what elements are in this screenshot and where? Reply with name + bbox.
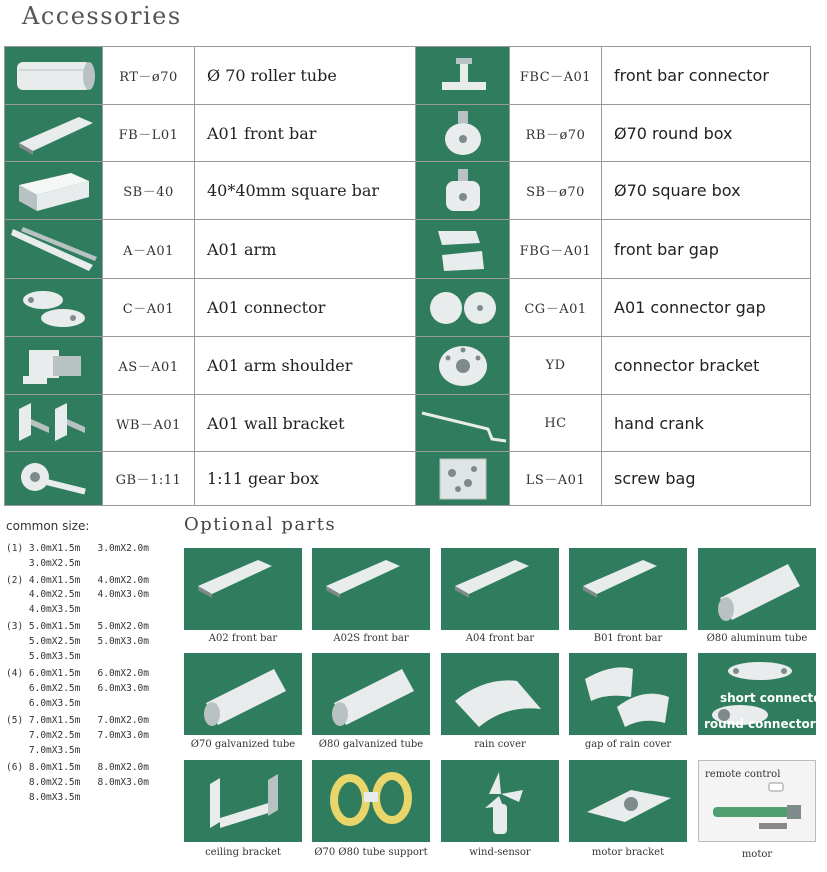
optional-parts-title: Optional parts [184, 514, 337, 535]
gear-box-icon [5, 452, 103, 505]
accessory-name: connector bracket [614, 356, 760, 375]
accessory-code: SB－ø70 [510, 162, 602, 219]
accessory-code: A－A01 [103, 220, 195, 278]
accessory-code: FBG－A01 [510, 220, 602, 278]
optional-part-label: A02S front bar [333, 633, 409, 644]
accessory-name: Ø 70 roller tube [195, 47, 416, 104]
accessory-code: SB－40 [103, 162, 195, 219]
hand-crank-icon [416, 395, 510, 451]
accessory-name: A01 arm shoulder [195, 337, 416, 394]
page-title: Accessories [22, 2, 182, 30]
accessories-table [4, 46, 811, 506]
wall-bracket-icon [5, 395, 103, 451]
accessory-code: HC [510, 395, 602, 451]
accessory-row [5, 337, 810, 395]
front-bar-icon [316, 552, 406, 600]
round-box-icon [416, 105, 510, 161]
accessory-name: A01 front bar [195, 105, 416, 161]
arm-icon [5, 220, 103, 278]
size-line: (3) 5.0mX1.5m 5.0mX2.0m [6, 621, 149, 632]
optional-part-label: Ø70 galvanized tube [190, 739, 296, 750]
ceiling-bracket-icon [188, 764, 298, 838]
accessory-name: A01 connector [195, 279, 416, 336]
accessory-code: RB－ø70 [510, 105, 602, 161]
front-bar-icon [5, 105, 103, 161]
accessory-code: AS－A01 [103, 337, 195, 394]
tube-support-icon [316, 764, 426, 838]
optional-part-label: B01 front bar [593, 633, 663, 644]
wind-sensor-icon [445, 764, 555, 838]
front-bar-icon [445, 552, 535, 600]
size-line: 8.0mX3.5m [6, 792, 81, 803]
square-bar-icon [5, 162, 103, 219]
tube-icon [188, 657, 298, 731]
tube-icon [702, 552, 812, 626]
size-line: (6) 8.0mX1.5m 8.0mX2.0m [6, 762, 149, 773]
connectors-tile [698, 653, 827, 735]
rain-cover-icon [445, 657, 555, 731]
connector-gap-icon [416, 279, 510, 336]
optional-part-label: wind-sensor [469, 847, 531, 858]
rain-cover-tile [441, 653, 559, 735]
optional-part-label: motor bracket [591, 847, 665, 858]
size-line: 3.0mX2.5m [6, 558, 81, 569]
size-line: 4.0mX3.5m [6, 604, 81, 615]
common-size-title: common size: [6, 519, 90, 533]
front-bar-gap-icon [416, 220, 510, 278]
front-bar-tile [312, 548, 430, 630]
optional-part-label: ceiling bracket [205, 847, 281, 858]
accessory-name: A01 arm [195, 220, 416, 278]
accessory-code: FBC－A01 [510, 47, 602, 104]
accessory-code: C－A01 [103, 279, 195, 336]
front-bar-tile [184, 548, 302, 630]
motor-bracket-tile [569, 760, 687, 842]
size-line: 5.0mX3.5m [6, 651, 81, 662]
accessory-row [5, 452, 810, 505]
size-line: (5) 7.0mX1.5m 7.0mX2.0m [6, 715, 149, 726]
accessory-name: front bar connector [614, 66, 769, 85]
accessory-name: A01 wall bracket [195, 395, 416, 451]
size-line: (2) 4.0mX1.5m 4.0mX2.0m [6, 575, 149, 586]
accessory-name: Ø70 square box [614, 181, 741, 200]
tube-tile [312, 653, 430, 735]
accessory-row [5, 395, 810, 452]
size-line: 5.0mX2.5m 5.0mX3.0m [6, 636, 149, 647]
accessory-row [5, 220, 810, 279]
motor-tile [698, 760, 816, 842]
size-line: 6.0mX3.5m [6, 698, 81, 709]
rain-cover-gap-icon [573, 657, 683, 731]
accessory-code: RT－ø70 [103, 47, 195, 104]
square-box-icon [416, 162, 510, 219]
short-connector-label: short connector [720, 691, 827, 705]
accessory-row [5, 105, 810, 162]
accessory-name: 40*40mm square bar [195, 162, 416, 219]
optional-part-label: Ø70 Ø80 tube support [314, 847, 428, 858]
accessory-code: YD [510, 337, 602, 394]
accessory-name: Ø70 round box [614, 123, 733, 143]
accessory-code: LS－A01 [510, 452, 602, 505]
size-line: 4.0mX2.5m 4.0mX3.0m [6, 589, 149, 600]
roller-tube-icon [5, 47, 103, 104]
rain-cover-gap-tile [569, 653, 687, 735]
connector-icon [5, 279, 103, 336]
tube-tile [698, 548, 816, 630]
accessory-code: GB－1:11 [103, 452, 195, 505]
accessory-name: front bar gap [614, 239, 719, 259]
optional-part-label: Ø80 galvanized tube [318, 739, 424, 750]
accessory-code: CG－A01 [510, 279, 602, 336]
accessory-code: WB－A01 [103, 395, 195, 451]
front-bar-tile [569, 548, 687, 630]
optional-part-label: Ø80 aluminum tube [706, 633, 808, 644]
optional-part-label: motor [741, 849, 773, 860]
accessory-name: 1:11 gear box [195, 452, 416, 505]
round-connector-label: round connector [704, 717, 816, 731]
motor-bracket-icon [573, 764, 683, 838]
size-line: (1) 3.0mX1.5m 3.0mX2.0m [6, 543, 149, 554]
accessory-row [5, 47, 810, 105]
accessory-code: FB－L01 [103, 105, 195, 161]
accessory-row [5, 279, 810, 337]
front-bar-icon [573, 552, 663, 600]
optional-part-label: A02 front bar [208, 633, 278, 644]
front-bar-icon [188, 552, 278, 600]
optional-part-label: rain cover [474, 739, 526, 750]
tube-tile [184, 653, 302, 735]
size-line: 7.0mX3.5m [6, 745, 81, 756]
tube-icon [316, 657, 426, 731]
size-line: 7.0mX2.5m 7.0mX3.0m [6, 730, 149, 741]
accessory-name: hand crank [614, 413, 704, 433]
front-bar-connector-icon [416, 47, 510, 104]
optional-part-label: gap of rain cover [584, 739, 672, 750]
remote-control-label: remote control [705, 769, 781, 780]
size-line: 6.0mX2.5m 6.0mX3.0m [6, 683, 149, 694]
wind-sensor-tile [441, 760, 559, 842]
accessory-row [5, 162, 810, 220]
connector-bracket-icon [416, 337, 510, 394]
optional-part-label: A04 front bar [465, 633, 535, 644]
accessory-name: A01 connector gap [614, 298, 766, 317]
front-bar-tile [441, 548, 559, 630]
size-line: 8.0mX2.5m 8.0mX3.0m [6, 777, 149, 788]
ceiling-bracket-tile [184, 760, 302, 842]
arm-shoulder-icon [5, 337, 103, 394]
size-line: (4) 6.0mX1.5m 6.0mX2.0m [6, 668, 149, 679]
accessory-name: screw bag [614, 469, 696, 488]
screw-bag-icon [416, 452, 510, 505]
tube-support-tile [312, 760, 430, 842]
